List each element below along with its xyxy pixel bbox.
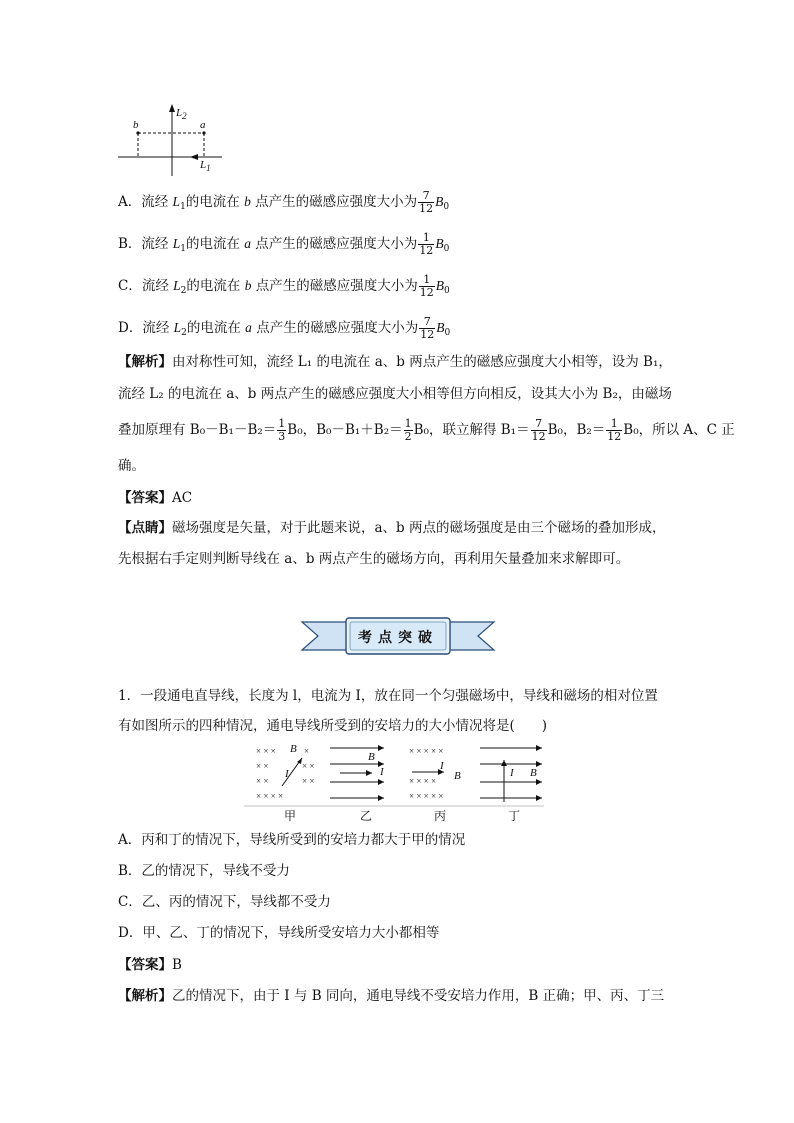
question-2-line-2: 有如图所示的四种情况，通电导线所受到的安培力的大小情况将是( ) — [118, 718, 548, 734]
wire-l1-label: $L_1$ — [200, 159, 211, 173]
svg-text:× ×: × × — [256, 761, 269, 771]
svg-text:× × ×: × × × — [256, 746, 276, 756]
fig-bing-i-label: I — [440, 760, 444, 772]
svg-text:× × × ×: × × × × — [409, 776, 437, 786]
comment-line-1: 【点睛】磁场强度是矢量，对于此题来说，a、b 两点的磁场强度是由三个磁场的叠加形成， — [118, 520, 666, 536]
analysis-line-4: 确。 — [118, 458, 145, 474]
analysis-line-1: 【解析】由对称性可知，流经 L₁ 的电流在 a、b 两点产生的磁感应强度大小相等，设为 B₁， — [118, 354, 672, 370]
fig-jia-i-label: I — [285, 768, 289, 780]
figure-label-ding: 丁 — [508, 809, 521, 823]
option-a: A．流经 $L_1$的电流在 b 点产生的磁感应强度大小为 $\frac{7}{12}$ $B_0$ — [118, 189, 450, 215]
answer-2: 【答案】B — [118, 957, 182, 973]
analysis-2-line-1: 【解析】乙的情况下，由于 I 与 B 同向，通电导线不受安培力作用，B 正确；甲、丙、丁三 — [118, 988, 665, 1004]
fig-ding-b-label: B — [530, 767, 537, 779]
option-b: B．流经 $L_1$的电流在 a 点产生的磁感应强度大小为 $\frac{1}{12}$ $B_0$ — [118, 231, 450, 257]
option-d: D．流经 $L_2$的电流在 a 点产生的磁感应强度大小为 $\frac{7}{12}$ $B_0$ — [118, 315, 451, 341]
svg-text:× × × × ×: × × × × × — [409, 791, 444, 801]
option-c: C．流经 $L_2$的电流在 b 点产生的磁感应强度大小为 $\frac{1}{12}$ $B_0$ — [118, 273, 450, 299]
comment-line-2: 先根据右手定则判断导线在 a、b 两点产生的磁场方向，再利用矢量叠加来求解即可。 — [118, 551, 630, 567]
banner-title: 考点突破 — [358, 630, 438, 646]
point-a-label: a — [200, 119, 206, 131]
fig-jia-b-label: B — [290, 743, 297, 755]
figure-label-bing: 丙 — [434, 809, 447, 823]
svg-text:× ×: × × — [302, 761, 315, 771]
svg-text:× ×: × × — [256, 776, 269, 786]
analysis-line-2: 流经 L₂ 的电流在 a、b 两点产生的磁感应强度大小相等但方向相反，设其大小为 B₂，由磁场 — [118, 386, 672, 402]
fig-bing-b-label: B — [454, 770, 461, 782]
question-2-option-a: A．丙和丁的情况下，导线所受到的安培力都大于甲的情况 — [118, 832, 466, 848]
answer-1: 【答案】AC — [118, 490, 193, 506]
question-2-line-1: 1．一段通电直导线，长度为 l，电流为 I，放在同一个匀强磁场中，导线和磁场的相对位置 — [118, 688, 658, 704]
fig-yi-i-label: I — [380, 766, 384, 778]
wire-l2-label: $L_2$ — [176, 107, 187, 121]
svg-text:× × × ×: × × × × — [256, 791, 284, 801]
question-2-option-c: C．乙、丙的情况下，导线都不受力 — [118, 894, 331, 910]
question-2-option-b: B．乙的情况下，导线不受力 — [118, 863, 290, 879]
svg-text:× × × × ×: × × × × × — [409, 746, 444, 756]
fig-yi-b-label: B — [368, 751, 375, 763]
fig-ding-i-label: I — [510, 767, 514, 779]
svg-text:×: × — [304, 746, 310, 756]
question-2-option-d: D．甲、乙、丁的情况下，导线所受安培力大小都相等 — [118, 925, 440, 941]
point-b-label: b — [133, 119, 139, 131]
figure-label-jia: 甲 — [284, 809, 297, 823]
analysis-line-3: 叠加原理有 B₀－B₁－B₂＝ $\frac{1}{3}$ B₀，B₀－B₁＋B₂＝ $\frac{1}{2}$ B₀，联立解得 B₁＝ $\frac{7}{12}$ B₀，B₂＝ $\frac{1}{12}$ B₀，所以 A、C 正 — [118, 417, 735, 443]
figure-label-yi: 乙 — [360, 809, 373, 823]
svg-text:× ×: × × — [302, 776, 315, 786]
